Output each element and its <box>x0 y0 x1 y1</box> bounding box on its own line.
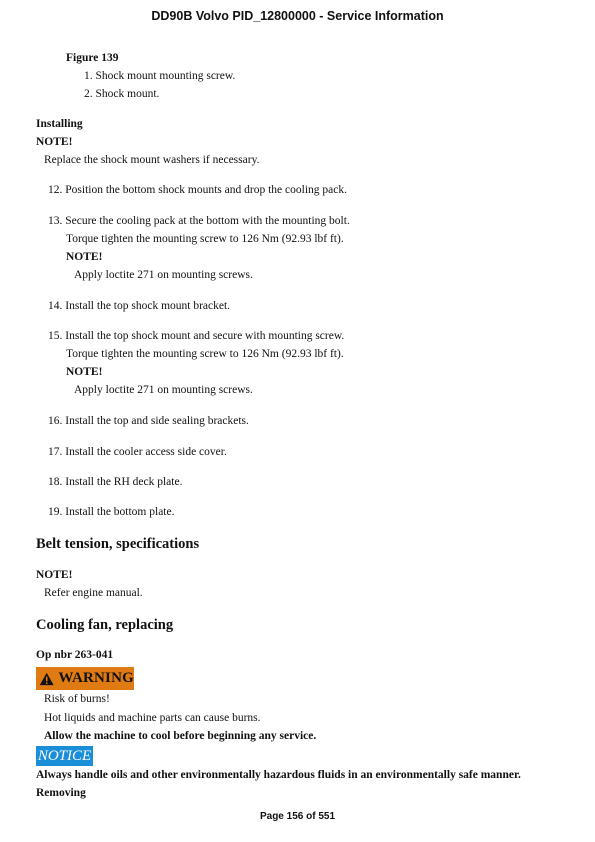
warning-triangle-icon <box>39 670 54 688</box>
figure-item-2: 2. Shock mount. <box>84 88 160 100</box>
step-15-torque: Torque tighten the mounting screw to 126 Nm (92.93 lbf ft). <box>66 348 344 360</box>
step-19: 19. Install the bottom plate. <box>48 506 175 518</box>
step-12: 12. Position the bottom shock mounts and drop the cooling pack. <box>48 184 347 196</box>
belt-note-text: Refer engine manual. <box>44 587 143 599</box>
warning-line-1: Risk of burns! <box>44 693 110 705</box>
step-13-note-text: Apply loctite 271 on mounting screws. <box>74 269 253 281</box>
warning-label: WARNING <box>58 670 134 686</box>
note-label: NOTE! <box>36 136 73 148</box>
step-15-note-text: Apply loctite 271 on mounting screws. <box>74 384 253 396</box>
note-text: Replace the shock mount washers if necessary. <box>44 154 260 166</box>
figure-label: Figure 139 <box>66 52 119 64</box>
notice-badge <box>36 746 93 766</box>
warning-badge <box>36 667 134 690</box>
belt-heading: Belt tension, specifications <box>36 536 200 552</box>
document-header: DD90B Volvo PID_12800000 - Service Information <box>151 9 444 23</box>
op-number: Op nbr 263-041 <box>36 649 114 661</box>
page-number: Page 156 of 551 <box>259 811 336 822</box>
step-18: 18. Install the RH deck plate. <box>48 476 183 488</box>
warning-line-2: Hot liquids and machine parts can cause burns. <box>44 712 261 724</box>
step-17: 17. Install the cooler access side cover. <box>48 446 227 458</box>
installing-heading: Installing <box>36 118 83 130</box>
fan-heading: Cooling fan, replacing <box>36 617 174 633</box>
step-13-note-label: NOTE! <box>66 251 103 263</box>
removing-heading: Removing <box>36 787 86 799</box>
step-13-torque: Torque tighten the mounting screw to 126 Nm (92.93 lbf ft). <box>66 233 344 245</box>
step-16: 16. Install the top and side sealing brackets. <box>48 415 249 427</box>
step-15-note-label: NOTE! <box>66 366 103 378</box>
warning-instruction: Allow the machine to cool before beginning any service. <box>44 730 317 742</box>
step-14: 14. Install the top shock mount bracket. <box>48 300 231 312</box>
belt-note-label: NOTE! <box>36 569 73 581</box>
step-13: 13. Secure the cooling pack at the bottom with the mounting bolt. <box>48 215 350 227</box>
notice-label: NOTICE <box>37 747 92 764</box>
step-15: 15. Install the top shock mount and secure with mounting screw. <box>48 330 345 342</box>
figure-item-1: 1. Shock mount mounting screw. <box>84 70 236 82</box>
notice-text: Always handle oils and other environmentally hazardous fluids in an environmentally safe manner. <box>36 769 521 781</box>
